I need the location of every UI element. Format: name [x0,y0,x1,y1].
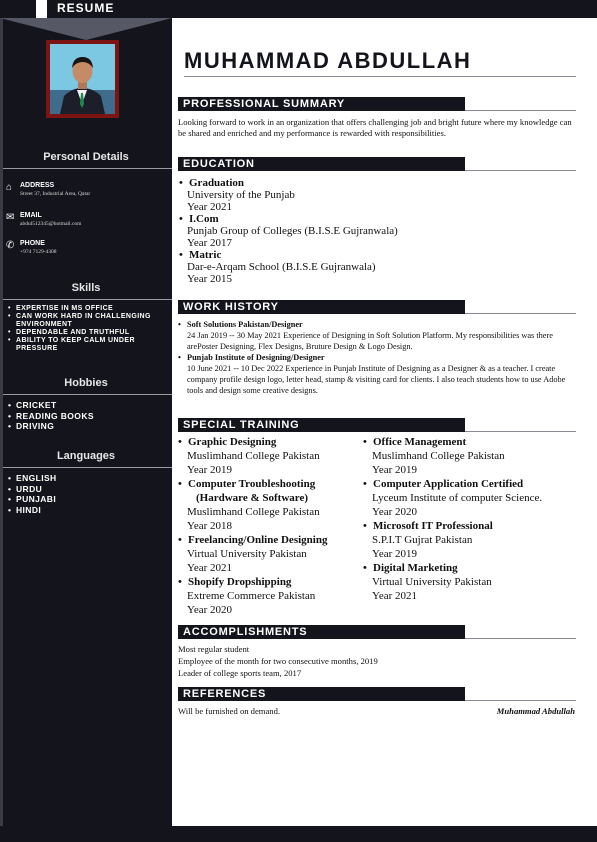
skills-heading: Skills [71,282,101,294]
training-name: • Digital Marketing [363,561,542,575]
training-institute: Virtual University Pakistan [372,576,492,588]
training-name: • Computer Application Certified [363,477,542,491]
work-divider [465,313,576,314]
address-value: Street 37, Industrial Area, Qatar [20,191,91,197]
education-year: Year 2015 [187,273,233,285]
address-label: ADDRESS [20,182,55,189]
work-list [178,319,578,396]
training-name: • Microsoft IT Professional [363,519,542,533]
references-heading-bar [178,687,465,701]
training-name: • Freelancing/Online Designing [178,533,327,547]
education-degree: • Matric [179,249,398,261]
skill-item: • CAN WORK HARD IN CHALLENGING ENVIRONMENT [8,313,168,329]
accomplishment-item: Employee of the month for two consecutive months, 2019 [178,656,378,666]
education-school: Dar-e-Arqam School (B.I.S.E Gujranwala) [187,261,376,273]
hobby-item: • CRICKET [8,400,168,411]
top-bar-gap [36,0,47,18]
training-left-column [178,435,327,617]
signature: Muhammad Abdullah [496,706,575,716]
education-heading: EDUCATION [183,158,255,170]
training-year: Year 2020 [187,604,233,616]
training-year: Year 2021 [372,590,418,602]
address-block [6,182,170,202]
accomplishment-item: Leader of college sports team, 2017 [178,668,302,678]
hobbies-divider [3,394,172,395]
education-year: Year 2021 [187,201,233,213]
training-institute: Extreme Commerce Pakistan [187,590,316,602]
training-divider [465,431,576,432]
hobby-item: • READING BOOKS [8,411,168,422]
sidebar-edge [0,18,3,826]
language-item: • ENGLISH [8,473,168,484]
skills-divider [3,299,172,300]
education-school: University of the Punjab [187,189,295,201]
name-divider [184,76,576,77]
phone-value: +974 7129-4308 [20,249,57,255]
phone-icon: ✆ [6,240,15,251]
language-item: • URDU [8,484,168,495]
summary-divider [465,110,576,111]
education-degree: • Graduation [179,177,398,189]
personal-details-heading: Personal Details [43,151,129,163]
hobby-item: • DRIVING [8,421,168,432]
training-institute: Muslimhand College Pakistan [187,506,320,518]
languages-divider [3,467,172,468]
sidebar [0,18,172,826]
education-divider [465,170,576,171]
accomplishments-divider [465,638,576,639]
training-year: Year 2020 [372,506,418,518]
work-description: 10 June 2021 -- 10 Dec 2022 Experience in Punjab Institute of Designing as a Designer & as a teacher. I create company profile design logo, letter head, stamp & visiting card for clients. I also teach students how to use Adobe tools and design some creative designs. [187,364,566,395]
training-institute: Virtual University Pakistan [187,548,307,560]
education-heading-bar [178,157,465,171]
training-name: • Graphic Designing [178,435,327,449]
phone-block [6,240,170,260]
training-institute: S.P.I.T Gujrat Pakistan [372,534,473,546]
skill-item: • ABILITY TO KEEP CALM UNDER PRESSURE [8,337,168,353]
training-institute: Muslimhand College Pakistan [187,450,320,462]
work-description: 24 Jan 2019 -- 30 May 2021 Experience of Designing in Soft Solution Platform. My responsibilities was there arePoster Designing, Flex Designs, Bruture Design & Logo Design. [187,331,553,351]
bottom-bar [0,826,597,842]
home-icon: ⌂ [6,182,13,193]
training-institute: Muslimhand College Pakistan [372,450,505,462]
training-heading-bar [178,418,465,432]
training-year: Year 2019 [372,464,418,476]
candidate-name: MUHAMMAD ABDULLAH [184,48,472,73]
hobbies-list [8,400,168,432]
training-year: Year 2018 [187,520,233,532]
accomplishment-item: Most regular student [178,644,250,654]
sidebar-triangle [0,18,172,40]
work-heading-bar [178,300,465,314]
training-right-column [363,435,542,603]
references-divider [465,700,576,701]
training-name: • Shopify Dropshipping [178,575,327,589]
education-school: Punjab Group of Colleges (B.I.S.E Gujranwala) [187,225,398,237]
training-heading: SPECIAL TRAINING [183,419,300,431]
training-year: Year 2019 [372,548,418,560]
references-text: Will be furnished on demand. [178,706,281,716]
education-year: Year 2017 [187,237,233,249]
education-list [179,177,398,285]
accomplishments-heading-bar [178,625,465,639]
training-name: • Computer Troubleshooting [178,477,327,491]
resume-label: RESUME [57,1,115,15]
hobbies-heading: Hobbies [64,377,108,389]
training-name-continued: (Hardware & Software) [196,492,309,504]
personal-details-divider [3,168,172,169]
person-avatar-icon [50,44,115,114]
references-heading: REFERENCES [183,688,267,700]
profile-photo [46,40,119,118]
training-year: Year 2021 [187,562,233,574]
summary-heading-bar [178,97,465,111]
training-year: Year 2019 [187,464,233,476]
training-name: • Office Management [363,435,542,449]
skill-item: • EXPERTISE IN MS OFFICE [8,305,168,313]
email-block [6,212,170,232]
work-company: • Soft Solutions Pakistan/Designer [178,319,578,330]
work-heading: WORK HISTORY [183,301,279,313]
education-degree: • I.Com [179,213,398,225]
accomplishments-list [178,643,378,679]
language-item: • HINDI [8,505,168,516]
work-company: • Punjab Institute of Designing/Designer [178,352,578,363]
training-institute: Lyceum Institute of computer Science. [372,492,543,504]
envelope-icon: ✉ [6,212,15,223]
accomplishments-heading: ACCOMPLISHMENTS [183,626,308,638]
summary-text: Looking forward to work in an organization that offers challenging job and bright future where my knowledge can be shared and enriched and my performance is rewarded with responsibilities. [178,117,572,138]
phone-label: PHONE [20,240,45,247]
language-item: • PUNJABI [8,494,168,505]
email-value: abdul512345@hotmail.com [20,221,82,227]
summary-heading: PROFESSIONAL SUMMARY [183,98,346,110]
top-bar [0,0,597,18]
skill-item: • DEPENDABLE AND TRUTHFUL [8,329,168,337]
languages-list [8,473,168,515]
email-label: EMAIL [20,212,42,219]
languages-heading: Languages [56,450,116,462]
skills-list [8,305,168,353]
